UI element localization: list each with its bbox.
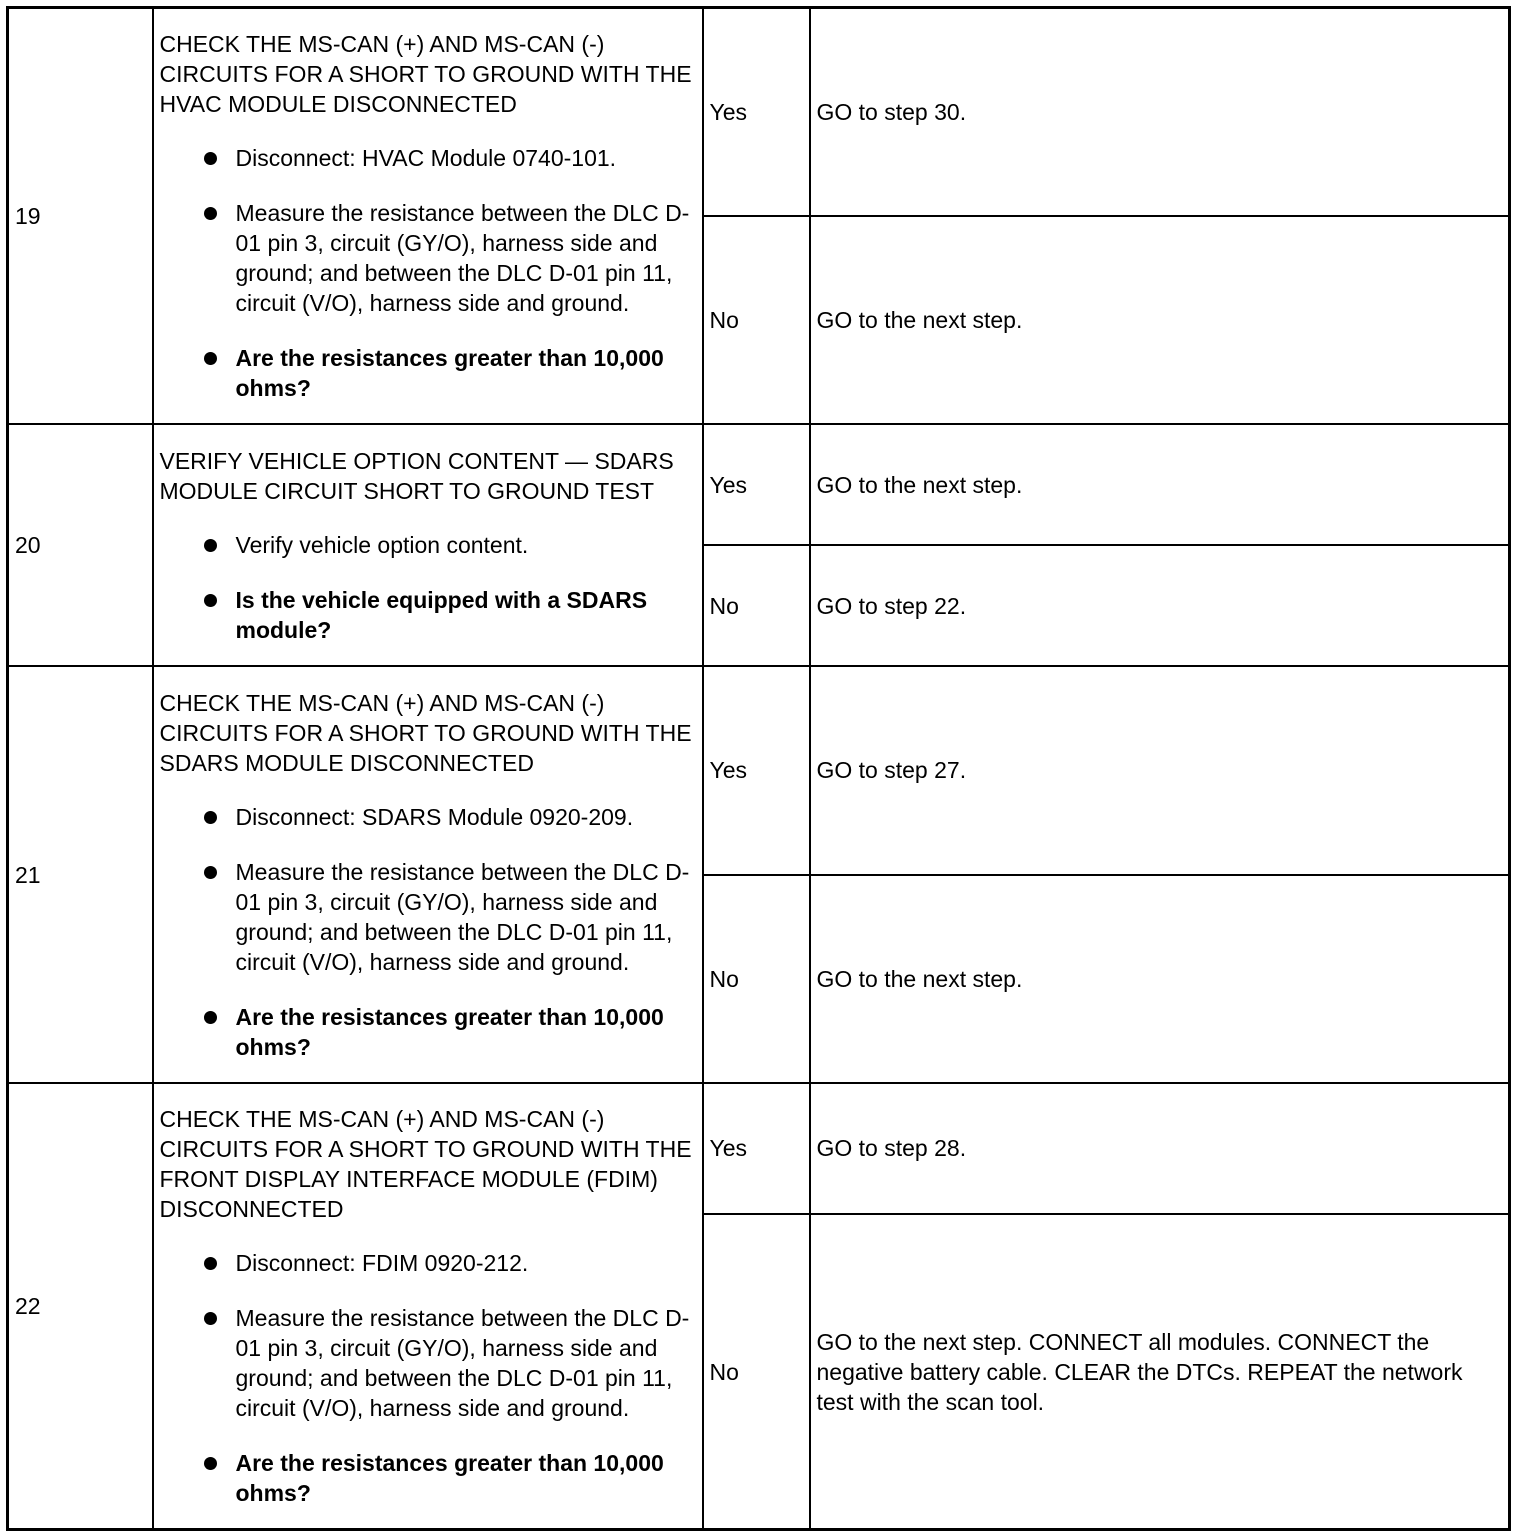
step-21-yes-row [8,666,1510,874]
no-result: GO to the next step. CONNECT all modules. CONNECT the negative battery cable. CLEAR the DTCs. REPEAT the network test with the scan tool. [810,1214,1510,1529]
yes-label: Yes [703,1083,810,1214]
no-result: GO to the next step. [810,216,1510,424]
step-action-cell [153,8,703,425]
action-list [160,802,696,1062]
yes-result: GO to the next step. [810,424,1510,545]
step-heading: CHECK THE MS-CAN (+) AND MS-CAN (-) CIRCUITS FOR A SHORT TO GROUND WITH THE SDARS MODULE DISCONNECTED [159,689,692,776]
action-item: Measure the resistance between the DLC D-01 pin 3, circuit (GY/O), harness side and ground; and between the DLC D-01 pin 11, circuit (V/O), harness side and ground. [160,1303,696,1423]
action-item: Measure the resistance between the DLC D-01 pin 3, circuit (GY/O), harness side and ground; and between the DLC D-01 pin 11, circuit (V/O), harness side and ground. [160,198,696,318]
diagnostic-page [6,6,1508,1531]
step-action-cell [153,424,703,666]
action-list [160,143,696,403]
step-number: 22 [8,1083,153,1530]
step-action-cell [153,666,703,1083]
step-number: 21 [8,666,153,1083]
no-label: No [703,545,810,666]
yes-label: Yes [703,666,810,874]
no-label: No [703,1214,810,1529]
no-label: No [703,875,810,1083]
action-item: Disconnect: HVAC Module 0740-101. [160,143,696,173]
step-heading: CHECK THE MS-CAN (+) AND MS-CAN (-) CIRCUITS FOR A SHORT TO GROUND WITH THE HVAC MODULE DISCONNECTED [159,31,692,118]
no-result: GO to step 22. [810,545,1510,666]
step-question: Are the resistances greater than 10,000 ohms? [160,1448,696,1508]
yes-result: GO to step 27. [810,666,1510,874]
step-heading: VERIFY VEHICLE OPTION CONTENT — SDARS MODULE CIRCUIT SHORT TO GROUND TEST [159,447,674,504]
step-question: Are the resistances greater than 10,000 ohms? [160,1002,696,1062]
step-heading: CHECK THE MS-CAN (+) AND MS-CAN (-) CIRCUITS FOR A SHORT TO GROUND WITH THE FRONT DISPLAY INTERFACE MODULE (FDIM) DISCONNECTED [159,1105,692,1222]
step-22-yes-row [8,1083,1510,1214]
action-list [160,1248,696,1508]
diagnostic-steps-table [6,6,1511,1531]
action-item: Disconnect: FDIM 0920-212. [160,1248,696,1278]
yes-label: Yes [703,424,810,545]
action-item: Measure the resistance between the DLC D-01 pin 3, circuit (GY/O), harness side and ground; and between the DLC D-01 pin 11, circuit (V/O), harness side and ground. [160,857,696,977]
yes-result: GO to step 28. [810,1083,1510,1214]
yes-result: GO to step 30. [810,8,1510,216]
yes-label: Yes [703,8,810,216]
action-item: Disconnect: SDARS Module 0920-209. [160,802,696,832]
step-number: 19 [8,8,153,425]
no-label: No [703,216,810,424]
step-number: 20 [8,424,153,666]
step-action-cell [153,1083,703,1530]
step-20-yes-row [8,424,1510,545]
no-result: GO to the next step. [810,875,1510,1083]
step-question: Are the resistances greater than 10,000 ohms? [160,343,696,403]
action-list [160,530,696,645]
step-19-yes-row [8,8,1510,216]
action-item: Verify vehicle option content. [160,530,696,560]
step-question: Is the vehicle equipped with a SDARS module? [160,585,696,645]
